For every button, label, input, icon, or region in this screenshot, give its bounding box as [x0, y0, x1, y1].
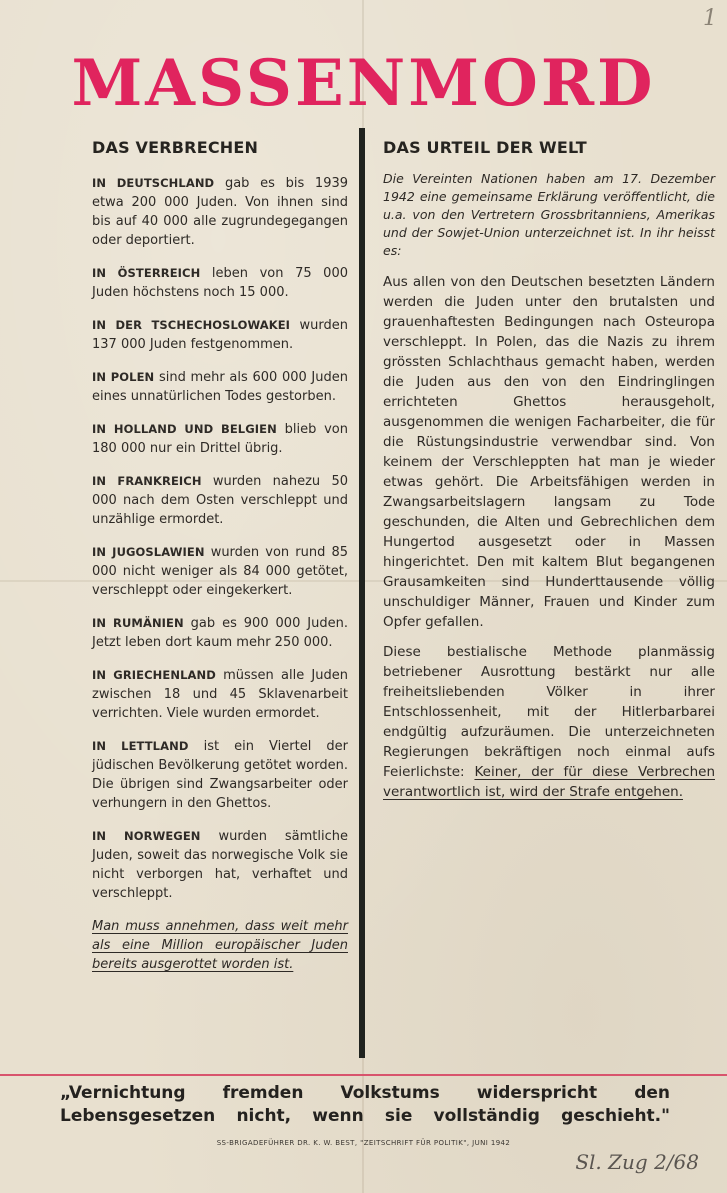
entry-frankreich: IN FRANKREICH wurden nahezu 50 000 nach dem Osten verschleppt und unzählige ermordet. [92, 474, 348, 527]
page-title: MASSENMORD [71, 46, 656, 121]
entry-deutschland: IN DEUTSCHLAND gab es bis 1939 etwa 200 000 Juden. Von ihnen sind bis auf 40 000 alle zugrundegegangen oder deportiert. [92, 176, 349, 248]
footer-red-rule [0, 1074, 727, 1076]
entry-norwegen: IN NORWEGEN wurden sämtliche Juden, soweit das norwegische Volk sie nicht verborgen hat, verhaftet und verschleppt. [92, 829, 348, 901]
archive-handwritten-mark: Sl. Zug 2/68 [575, 1150, 699, 1174]
corner-mark: 1 [703, 6, 717, 31]
left-heading: DAS VERBRECHEN [92, 138, 259, 157]
declaration-paragraph-1: Aus allen von den Deutschen besetzten Ländern werden die Juden unter den brutalsten und grauenhaftesten Bedingungen nach Osteuropa verschleppt. In Polen, das die Nazis zu ihrem grössten Schlachthaus gemacht haben, werden die Juden aus den von den Eindringlingen errichteten Ghettos herausgeholt, ausgenommen die wenigen Facharbeiter, die für die Rüstungsindustrie verwendbar sind. Von keinem der Verschleppten hat man je wieder etwas gehört. Die Arbeitsfähigen werden in Zwangsarbeitslagern langsam zu Tode geschunden, die Alten und Gebrechlichen dem Hungertod ausgesetzt oder in Massen hingerichtet. Den mit kaltem Blut begangenen Grausamkeiten sind Hunderttausende völlig unschuldiger Männer, Frauen und Kinder zum Opfer gefallen. [383, 274, 715, 630]
entry-oesterreich: IN ÖSTERREICH leben von 75 000 Juden höchstens noch 15 000. [92, 266, 348, 300]
entry-jugoslawien: IN JUGOSLAWIEN wurden von rund 85 000 nicht weniger als 84 000 getötet, verschleppt oder eingekerkert. [92, 545, 348, 598]
right-intro: Die Vereinten Nationen haben am 17. Dezember 1942 eine gemeinsame Erklärung veröffentlicht, die u.a. von den Vertretern Grossbritanniens, Amerikas und der Sowjet-Union unterzeichnet ist. In ihr heisst es: [383, 171, 715, 258]
entry-polen: IN POLEN sind mehr als 600 000 Juden eines unnatürlichen Todes gestorben. [92, 370, 348, 404]
entry-lettland: IN LETTLAND ist ein Viertel der jüdischen Bevölkerung getötet worden. Die übrigen sind Zwangsarbeiter oder verhungern in den Ghettos. [92, 739, 349, 811]
entry-holland-belgien: IN HOLLAND UND BELGIEN blieb von 180 000 nur ein Drittel übrig. [92, 422, 348, 456]
left-column [92, 136, 348, 974]
right-heading: DAS URTEIL DER WELT [383, 138, 587, 157]
right-column [383, 136, 715, 812]
left-conclusion: Man muss annehmen, dass weit mehr als eine Million europäischer Juden bereits ausgerottet worden ist. [92, 919, 348, 972]
entry-tschechoslowakei: IN DER TSCHECHOSLOWAKEI wurden 137 000 Juden festgenommen. [92, 318, 348, 352]
entry-rumaenien: IN RUMÄNIEN gab es 900 000 Juden. Jetzt leben dort kaum mehr 250 000. [92, 616, 348, 650]
declaration-paragraph-2: Diese bestialische Methode planmässig betriebener Ausrottung bestärkt nur alle freiheitsliebenden Völker in ihrer Entschlossenheit, mit der Hitlerbarbarei endgültig aufzuräumen. Die unterzeichneten Regierungen bekräftigen noch einmal aufs Feierlichste: Keiner, der für diese Verbrechen verantwortlich ist, wird der Strafe entgehen. [383, 644, 715, 800]
declaration-underlined-statement: Keiner, der für diese Verbrechen verantwortlich ist, wird der Strafe entgehen. [383, 764, 715, 800]
column-divider [359, 128, 365, 1058]
quote-attribution: SS-BRIGADEFÜHRER DR. K. W. BEST, "ZEITSCHRIFT FÜR POLITIK", JUNI 1942 [216, 1139, 511, 1147]
footer-quote: „Vernichtung fremden Volkstums widerspricht den Lebensgesetzen nicht, wenn sie vollständig geschieht." [60, 1083, 670, 1126]
entry-griechenland: IN GRIECHENLAND müssen alle Juden zwischen 18 und 45 Sklavenarbeit verrichten. Viele wurden ermordet. [92, 668, 348, 721]
